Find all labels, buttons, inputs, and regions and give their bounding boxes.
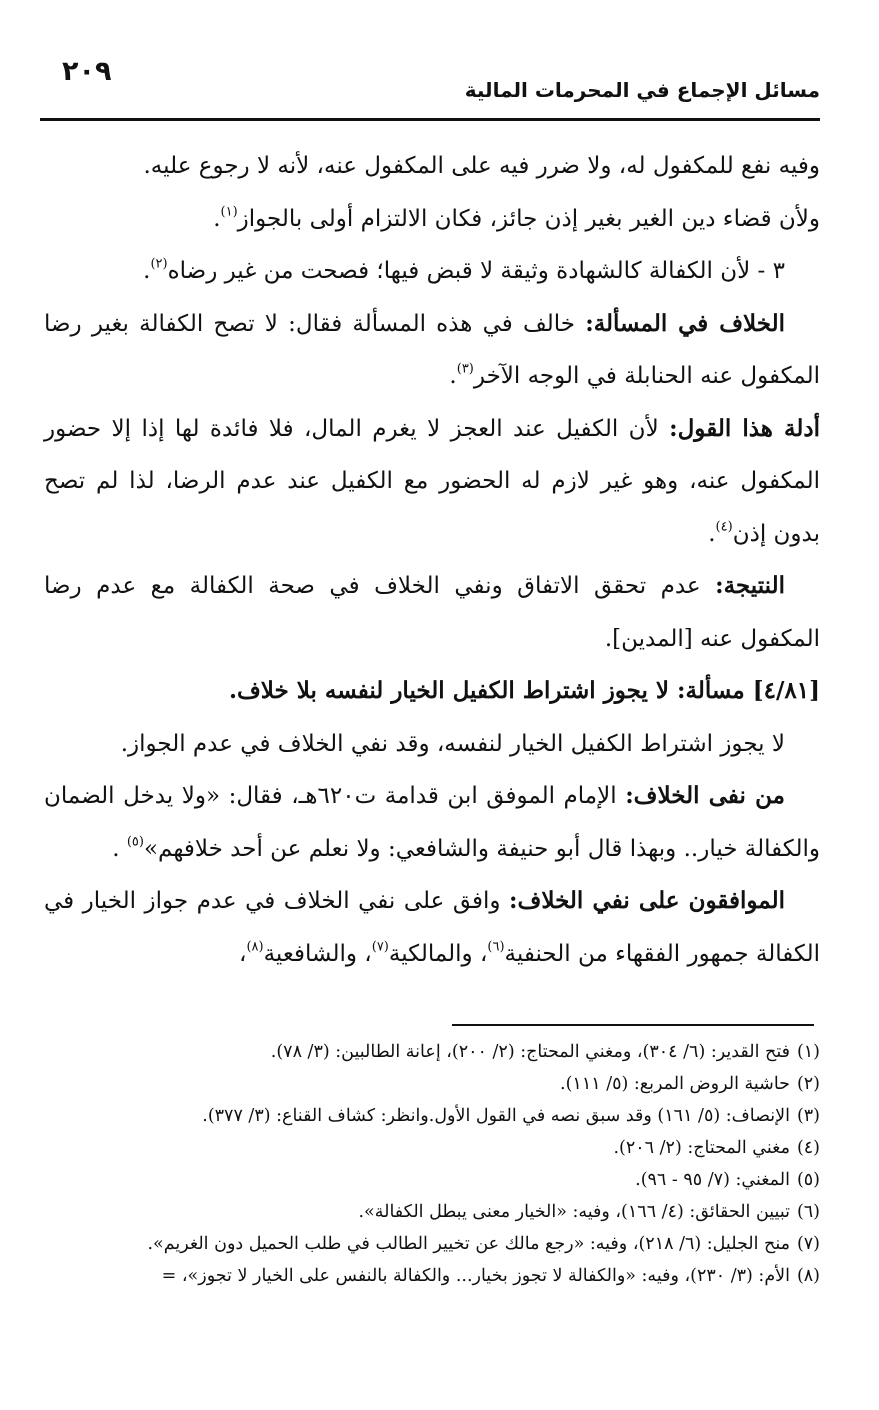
footnote-text: مغني المحتاج: (٢/ ٢٠٦). xyxy=(613,1138,790,1158)
agreeing-text-maliki: ، والمالكية xyxy=(388,940,488,967)
issue-number: [٤/٨١] xyxy=(752,677,820,704)
punctuation: ، xyxy=(239,940,247,967)
footnote-item xyxy=(44,1132,820,1164)
paragraph-who-denied xyxy=(44,770,820,875)
footnote-item xyxy=(44,1100,820,1132)
footnote-item xyxy=(44,1260,820,1292)
paragraph-result xyxy=(44,560,820,665)
paragraph-point-3 xyxy=(44,245,820,298)
who-denied-text: الإمام الموفق ابن قدامة ت٦٢٠هـ، فقال: «ولا يدخل الضمان والكفالة خيار.. وبهذا قال أبو حنيفة والشافعي: ولا نعلم عن أحد خلافهم» xyxy=(44,783,820,862)
evidence-label: أدلة هذا القول: xyxy=(669,414,820,442)
footnote-ref-7[interactable]: (٧) xyxy=(371,939,389,955)
footnote-ref-1[interactable]: (١) xyxy=(220,204,238,220)
result-text: عدم تحقق الاتفاق ونفي الخلاف في صحة الكفالة مع عدم رضا المكفول عنه [المدين]. xyxy=(44,573,820,652)
paragraph-evidence xyxy=(44,403,820,561)
text-line: ولأن قضاء دين الغير بغير إذن جائز، فكان الالتزام أولى بالجواز xyxy=(237,205,820,232)
footnote-ref-6[interactable]: (٦) xyxy=(487,939,505,955)
footnote-number: (٧) xyxy=(796,1234,820,1254)
footnote-ref-3[interactable]: (٣) xyxy=(456,361,474,377)
punctuation: . xyxy=(112,835,127,862)
evidence-text: لأن الكفيل عند العجز لا يغرم المال، فلا فائدة لها إذا إلا حضور المكفول عنه، وهو غير لازم له الحضور مع الكفيل عند عدم الرضا، لذا لم تصح بدون إذن xyxy=(44,415,820,547)
footnote-text: فتح القدير: (٦/ ٣٠٤)، ومغني المحتاج: (٢/ ٢٠٠)، إعانة الطالبين: (٣/ ٧٨). xyxy=(270,1042,790,1062)
running-title: مسائل الإجماع في المحرمات المالية xyxy=(464,78,820,102)
footnote-text: المغني: (٧/ ٩٥ - ٩٦). xyxy=(635,1170,790,1190)
text-line: لا يجوز اشتراط الكفيل الخيار لنفسه، وقد نفي الخلاف في عدم الجواز. xyxy=(120,730,785,757)
footnote-ref-4[interactable]: (٤) xyxy=(715,519,733,535)
punctuation: . xyxy=(213,205,221,232)
footnote-ref-8[interactable]: (٨) xyxy=(246,939,264,955)
footnote-number: (٢) xyxy=(796,1074,820,1094)
footnote-item xyxy=(44,1228,820,1260)
footnotes xyxy=(44,1036,820,1292)
paragraph-dispute xyxy=(44,298,820,403)
footnote-ref-5[interactable]: (٥) xyxy=(126,834,144,850)
text-line: وفيه نفع للمكفول له، ولا ضرر فيه على المكفول عنه، لأنه لا رجوع عليه. xyxy=(143,153,820,179)
footnote-separator xyxy=(452,1024,814,1026)
page-number: ٢٠٩ xyxy=(62,56,112,87)
main-text xyxy=(44,140,820,980)
paragraph-benefit xyxy=(44,140,820,193)
paragraph-issue-statement xyxy=(44,718,820,771)
footnote-number: (٣) xyxy=(796,1106,820,1126)
agreeing-label: الموافقون على نفي الخلاف: xyxy=(509,887,786,914)
footnote-text: الأم: (٣/ ٢٣٠)، وفيه: «والكفالة لا تجوز بخيار... والكفالة بالنفس على الخيار لا تجوز»، = xyxy=(161,1266,790,1286)
agreeing-text: وافق على نفي الخلاف في عدم جواز الخيار في الكفالة جمهور الفقهاء من الحنفية xyxy=(44,888,820,967)
footnote-item xyxy=(44,1036,820,1068)
footnote-number: (٤) xyxy=(796,1138,820,1158)
issue-title: مسألة: لا يجوز اشتراط الكفيل الخيار لنفسه بلا خلاف. xyxy=(228,677,753,704)
paragraph-debt-payment xyxy=(44,193,820,246)
issue-heading xyxy=(44,665,820,718)
result-label: النتيجة: xyxy=(715,572,785,599)
who-denied-label: من نفى الخلاف: xyxy=(625,782,786,809)
footnote-number: (٥) xyxy=(796,1170,820,1190)
page-header xyxy=(40,52,820,122)
dispute-label: الخلاف في المسألة: xyxy=(585,309,786,337)
footnote-item xyxy=(44,1068,820,1100)
footnote-item xyxy=(44,1196,820,1228)
punctuation: . xyxy=(143,258,151,284)
footnote-ref-2[interactable]: (٢) xyxy=(150,256,168,272)
header-rule xyxy=(40,118,820,121)
text-line: ٣ - لأن الكفالة كالشهادة وثيقة لا قبض فيها؛ فصحت من غير رضاه xyxy=(167,258,785,284)
punctuation: . xyxy=(708,520,716,547)
footnote-text: تبيين الحقائق: (٤/ ١٦٦)، وفيه: «الخيار معنى يبطل الكفالة». xyxy=(358,1202,790,1222)
footnote-number: (١) xyxy=(796,1042,820,1062)
agreeing-text-shafii: ، والشافعية xyxy=(263,940,372,967)
footnote-text: حاشية الروض المربع: (٥/ ١١١). xyxy=(560,1074,790,1094)
footnote-item xyxy=(44,1164,820,1196)
dispute-text: خالف في هذه المسألة فقال: لا تصح الكفالة بغير رضا المكفول عنه الحنابلة في الوجه الآخر xyxy=(44,310,820,389)
paragraph-agreeing xyxy=(44,875,820,980)
footnote-number: (٦) xyxy=(796,1202,820,1222)
punctuation: . xyxy=(449,363,457,389)
footnote-text: الإنصاف: (٥/ ١٦١) وقد سبق نصه في القول الأول.وانظر: كشاف القناع: (٣/ ٣٧٧). xyxy=(202,1106,790,1126)
footnote-text: منح الجليل: (٦/ ٢١٨)، وفيه: «رجع مالك عن تخيير الطالب في طلب الحميل دون الغريم». xyxy=(147,1234,790,1254)
footnote-number: (٨) xyxy=(796,1266,820,1286)
